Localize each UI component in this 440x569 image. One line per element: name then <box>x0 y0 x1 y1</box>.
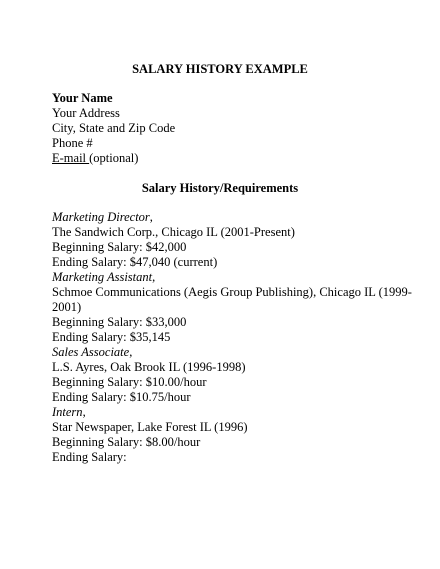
email-label: E-mail <box>52 151 90 165</box>
job-ending-salary: Ending Salary: $47,040 (current) <box>52 255 218 269</box>
job-employer: Star Newspaper, Lake Forest IL (1996) <box>52 420 248 434</box>
contact-address: Your Address <box>52 106 120 120</box>
salary-history-list <box>52 210 422 465</box>
job-employer: L.S. Ayres, Oak Brook IL (1996-1998) <box>52 360 246 374</box>
job-employer: The Sandwich Corp., Chicago IL (2001-Present) <box>52 225 295 239</box>
job-role-line: Sales Associate, <box>52 345 133 359</box>
job-role: Marketing Assistant <box>52 270 153 284</box>
job-beginning-salary: Beginning Salary: $42,000 <box>52 240 187 254</box>
contact-name: Your Name <box>52 91 113 105</box>
contact-phone: Phone # <box>52 136 93 150</box>
job-entry-3 <box>52 345 422 405</box>
job-entry-1 <box>52 210 422 270</box>
contact-email <box>52 151 175 166</box>
job-employer: Schmoe Communications (Aegis Group Publishing), Chicago IL (1999-2001) <box>52 285 412 314</box>
job-role-line: Marketing Assistant, <box>52 270 156 284</box>
job-beginning-salary: Beginning Salary: $10.00/hour <box>52 375 207 389</box>
job-beginning-salary: Beginning Salary: $33,000 <box>52 315 187 329</box>
job-role: Intern <box>52 405 83 419</box>
job-role-line: Intern, <box>52 405 86 419</box>
job-ending-salary: Ending Salary: $35,145 <box>52 330 171 344</box>
job-role: Sales Associate <box>52 345 130 359</box>
job-role-line: Marketing Director, <box>52 210 153 224</box>
document-title: SALARY HISTORY EXAMPLE <box>132 62 308 76</box>
job-ending-salary: Ending Salary: $10.75/hour <box>52 390 191 404</box>
email-note: (optional) <box>89 151 139 165</box>
job-role: Marketing Director <box>52 210 150 224</box>
contact-block <box>52 91 175 166</box>
job-beginning-salary: Beginning Salary: $8.00/hour <box>52 435 201 449</box>
job-ending-salary: Ending Salary: <box>52 450 127 464</box>
contact-city-state-zip: City, State and Zip Code <box>52 121 176 135</box>
job-entry-4 <box>52 405 422 465</box>
job-entry-2 <box>52 270 422 345</box>
section-title: Salary History/Requirements <box>141 181 299 195</box>
